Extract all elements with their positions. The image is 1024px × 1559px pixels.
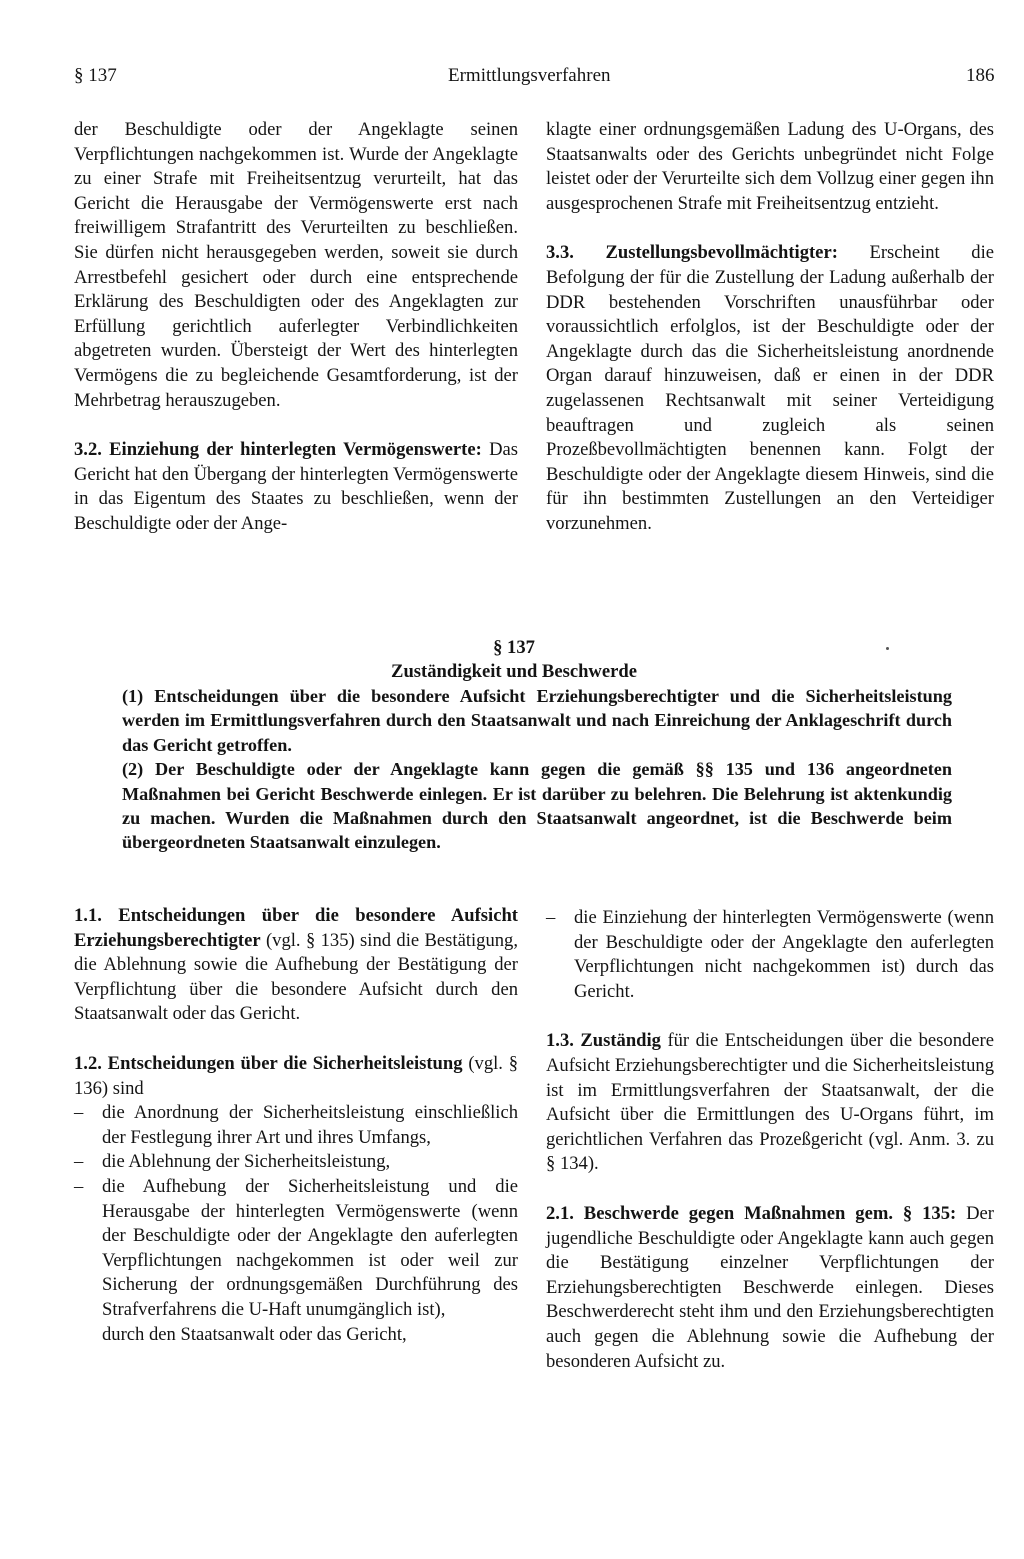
- section-number: § 137: [493, 637, 535, 658]
- list-item-text: die Aufhebung der Sicherheitsleistung und die Herausgabe der hinterlegten Vermögenswerte (wenn der Beschuldigte oder der Angeklagte den auferlegten Verpflichtungen nachgekommen ist oder weil zur Sicherung der ordnungsgemäßen Durchführung des Strafverfahrens die U-Haft unumgänglich ist),: [102, 1175, 518, 1320]
- top-right-column: [546, 118, 994, 537]
- note-1-2: [74, 1052, 518, 1101]
- note-2-1-text: Der jugendliche Beschuldigte oder Angeklagte kann auch gegen die Bestätigung einzelner Verpflichtungen der Erziehungsberechtigten Beschwerde einlegen. Dieses Beschwerderecht steht ihm und den Erziehungsberechtigten auch gegen die Ablehnung sowie die Aufhebung der besonderen Aufsicht zu.: [546, 1202, 994, 1372]
- dash-bullet: –: [74, 1102, 84, 1124]
- list-item: [74, 1175, 518, 1323]
- paragraph-continuation: der Beschuldigte oder der Angeklagte seinen Verpflichtungen nachgekommen ist. Wurde der Angeklagte zu einer Strafe mit Freiheitsentzug verurteilt, hat das Gericht die Herausgabe der Vermögenswerte erst nach freiwilligem Strafantritt des Verurteilten zu beschließen. Sie dürfen nicht herausgegeben werden, soweit sie durch Arrestbefehl gesichert oder durch eine entsprechende Erklärung des Beschuldigten oder des Angeklagten zur Erfüllung gerichtlich auferlegter Verbindlichkeiten abgetreten wurden. Übersteigt der Wert des hinterlegten Vermögens die zu begleichende Gesamtforderung, ist der Mehrbetrag herauszugeben.: [74, 119, 518, 411]
- header-chapter-title: Ermittlungsverfahren: [448, 65, 611, 86]
- section-title: Zuständigkeit und Beschwerde: [391, 661, 637, 682]
- bottom-right-column: [546, 906, 994, 1374]
- statute-text: [122, 684, 952, 855]
- dash-bullet: –: [74, 1151, 84, 1173]
- list-item: [74, 1101, 518, 1150]
- paragraph-continuation-right: klagte einer ordnungsgemäßen Ladung des U-Organs, des Staatsanwalts oder des Gerichts unbegründet nicht Folge leistet oder der Verurteilte sich dem Vollzug einer gegen ihn ausgesprochenen Strafe mit Freiheitsentzug entzieht.: [546, 119, 994, 214]
- note-3-3-text: Erscheint die Befolgung der für die Zustellung der Ladung außerhalb der DDR bestehenden Vorschriften unausführbar oder voraussichtlich erfolglos, ist der Beschuldigte oder der Angeklagte durch das die Sicherheitsleistung anordnende Organ darauf hinzuweisen, daß er einen in der DDR zugelassenen Rechtsanwalt mit seiner Verteidigung beauftragen und zugleich als seinen Prozeßbevollmächtigten benennen kann. Folgt der Beschuldigte oder der Angeklagte diesem Hinweis, sind die für ihn bestimmten Zustellungen an den Verteidiger vorzunehmen.: [546, 242, 994, 534]
- note-3-2-heading: 3.2. Einziehung der hinterlegten Vermögenswerte:: [74, 439, 482, 461]
- header-section-number: § 137: [74, 65, 117, 86]
- note-1-3: [546, 1029, 994, 1177]
- note-1-3-text: für die Entscheidungen über die besondere Aufsicht Erziehungsberechtigter und die Sicherheitsleistung ist im Ermittlungsverfahren der Staatsanwalt, der die Aufsicht über die Ermittlungen des U-Organs führt, im gerichtlichen Verfahren das Prozeßgericht (vgl. Anm. 3. zu § 134).: [546, 1030, 995, 1175]
- page-number: 186: [966, 65, 995, 86]
- note-1-2-heading: 1.2. Entscheidungen über die Sicherheitsleistung: [74, 1052, 463, 1074]
- list-item-text: die Ablehnung der Sicherheitsleistung,: [102, 1151, 391, 1173]
- note-1-1-text: (vgl. § 135) sind die Bestätigung, die Ablehnung sowie die Aufhebung der Bestätigung der Verpflichtung über die besondere Aufsicht durch den Staatsanwalt oder das Gericht.: [74, 929, 518, 1025]
- note-2-1-heading: 2.1. Beschwerde gegen Maßnahmen gem. § 135:: [546, 1202, 957, 1224]
- note-3-2-text: Das Gericht hat den Übergang der hinterlegten Vermögenswerte in das Eigentum des Staates zu beschließen, wenn der Beschuldigte oder der Ange-: [74, 439, 518, 534]
- note-3-3-heading: 3.3. Zustellungsbevollmächtigter:: [546, 242, 838, 264]
- dash-bullet: –: [546, 907, 556, 928]
- note-1-3-heading: 1.3. Zuständig: [546, 1030, 661, 1052]
- list-item: [74, 1150, 518, 1175]
- note-3-3: [546, 241, 994, 536]
- bottom-left-column: [74, 904, 518, 1347]
- statute-paragraph-1: (1) Entscheidungen über die besondere Aufsicht Erziehungsberechtigter und die Sicherheitsleistung werden im Ermittlungsverfahren durch den Staatsanwalt und nach Einreichung der Anklageschrift durch das Gericht getroffen.: [122, 686, 952, 755]
- list-item-text: die Einziehung der hinterlegten Vermögenswerte (wenn der Beschuldigte oder der Angeklagte den auferlegten Verpflichtungen nicht nachgekommen ist) durch das Gericht.: [574, 907, 994, 1002]
- statute-paragraph-2: (2) Der Beschuldigte oder der Angeklagte kann gegen die gemäß §§ 135 und 136 angeordneten Maßnahmen bei Gericht Beschwerde einlegen. Er ist darüber zu belehren. Die Belehrung ist aktenkundig zu machen. Wurden die Maßnahmen durch den Staatsanwalt angeordnet, ist die Beschwerde beim übergeordneten Staatsanwalt einzulegen.: [122, 759, 952, 853]
- note-1-1-heading: 1.1. Entscheidungen über die besondere Aufsicht Erziehungsberechtigter: [74, 905, 518, 951]
- note-1-2-text: (vgl. § 136) sind: [74, 1052, 519, 1099]
- note-2-1: [546, 1202, 994, 1374]
- note-3-2: [74, 438, 518, 536]
- list-item: [546, 906, 994, 1004]
- list-closing-line: durch den Staatsanwalt oder das Gericht,: [102, 1323, 407, 1345]
- scan-speck: [886, 647, 889, 650]
- dash-bullet: –: [74, 1175, 84, 1197]
- top-left-column: [74, 118, 518, 537]
- note-1-1: [74, 904, 518, 1027]
- list-item-text: die Anordnung der Sicherheitsleistung einschließlich der Festlegung ihrer Art und ihres Umfangs,: [102, 1102, 518, 1148]
